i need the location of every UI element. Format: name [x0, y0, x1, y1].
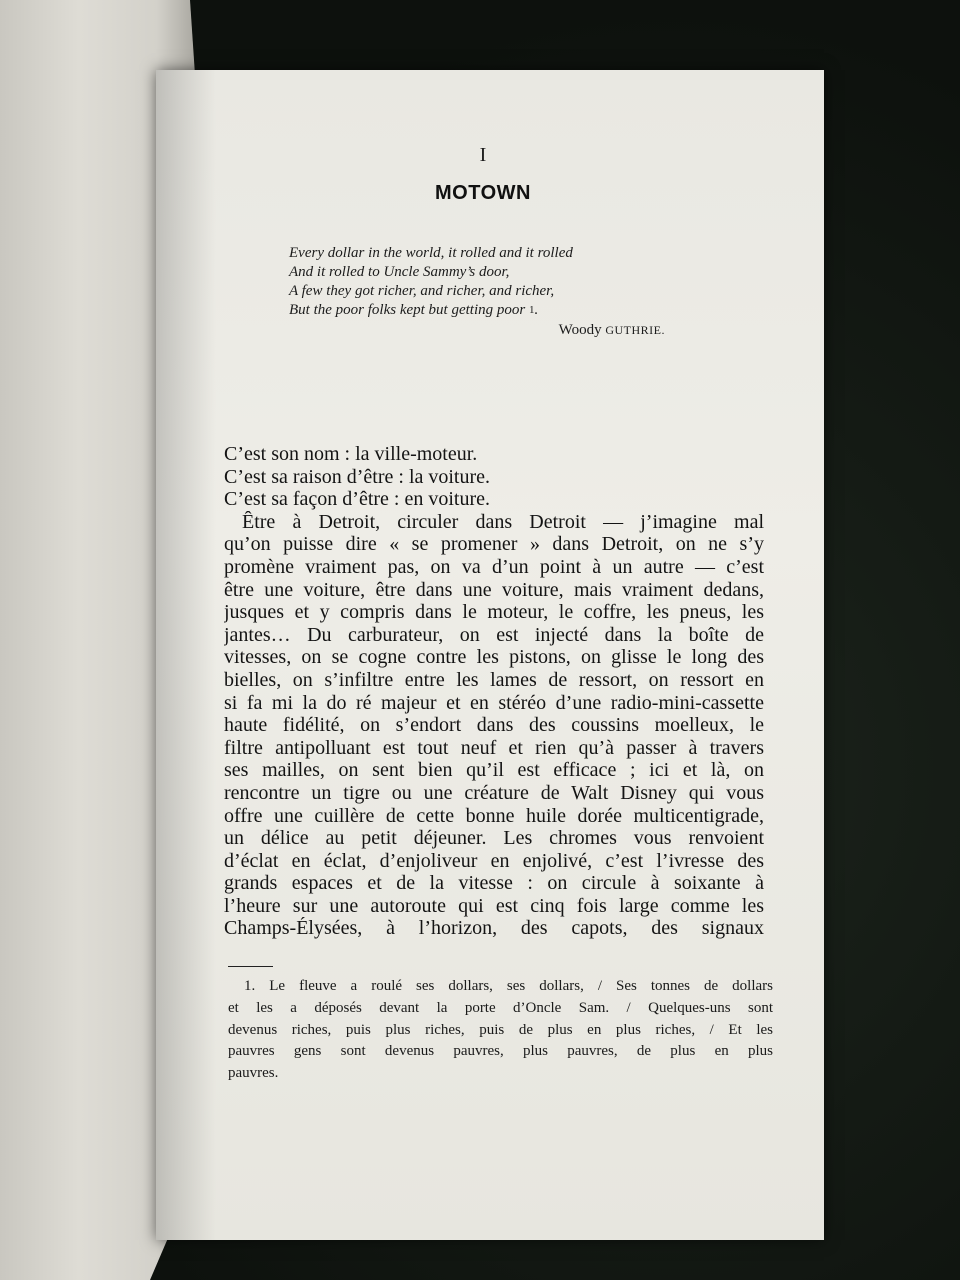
body-line: vitesses, on se cogne contre les pistons, on glisse le long des — [224, 646, 764, 669]
chapter-title: MOTOWN — [435, 182, 531, 204]
epigraph-attribution — [420, 322, 665, 339]
body-line: Être à Detroit, circuler dans Detroit — j’imagine mal — [242, 510, 764, 533]
footnote-line: 1. Le fleuve a roulé ses dollars, ses dollars, / Ses tonnes de dollars — [244, 978, 773, 994]
body-line: un délice au petit déjeuner. Les chromes vous renvoient — [224, 827, 764, 850]
body-line: filtre antipolluant est tout neuf et rien qu’à passer à travers — [224, 736, 764, 759]
body-line: haute fidélité, on s’endort dans des coussins moelleux, le — [224, 714, 764, 737]
show-through-running-header — [390, 104, 670, 119]
body-line: ses mailles, on sent bien qu’il est efficace ; ici et là, on — [224, 759, 764, 782]
footnote-line: pauvres gens sont devenus pauvres, plus pauvres, de plus en plus — [228, 1043, 773, 1060]
body-line: qu’on puisse dire « se promener » dans Detroit, on ne s’y — [224, 533, 764, 556]
footnote-mark: 1 — [528, 304, 535, 316]
epigraph-last-line-text: But the poor folks kept but getting poor — [289, 302, 526, 318]
body-line: l’heure sur une autoroute qui est cinq fois large comme les — [224, 894, 764, 917]
footnote-line: devenus riches, puis plus riches, puis de plus en plus riches, / Et les — [228, 1021, 773, 1038]
epigraph-line: A few they got richer, and richer, and richer, — [289, 283, 555, 299]
epigraph-line: But the poor folks kept but getting poor 1. — [289, 302, 539, 318]
body-line: C’est sa raison d’être : la voiture. — [224, 465, 491, 488]
body-line: offre une cuillère de cette bonne huile dorée multicentigrade, — [224, 804, 764, 827]
body-line: être une voiture, être dans une voiture, mais vraiment dedans, — [224, 578, 764, 601]
body-line: Champs-Élysées, à l’horizon, des capots, des signaux — [224, 917, 764, 940]
epigraph — [289, 244, 709, 320]
footnote-line: pauvres. — [228, 1065, 279, 1082]
body-line: C’est son nom : la ville-moteur. — [224, 443, 478, 465]
body-line: grands espaces et de la vitesse : on circule à soixante à — [224, 872, 764, 895]
attribution-last-name: GUTHRIE. — [605, 323, 665, 337]
footnote — [228, 976, 773, 1085]
footnote-rule — [228, 966, 273, 967]
epigraph-line: And it rolled to Uncle Sammy’s door, — [289, 264, 510, 280]
body-line: promène vraiment pas, on va d’un point à un autre — c’est — [224, 555, 764, 578]
body-line: jusques et y compris dans le moteur, le coffre, les pneus, les — [224, 601, 764, 624]
body-line: rencontre un tigre ou une créature de Walt Disney qui vous — [224, 781, 764, 804]
footnote-line: et les a déposés devant la porte d’Oncle Sam. / Quelques-uns sont — [228, 999, 773, 1016]
body-line: d’éclat en éclat, d’enjoliveur en enjolivé, c’est l’ivresse des — [224, 849, 764, 872]
body-line: C’est sa façon d’être : en voiture. — [224, 488, 491, 511]
epigraph-line: Every dollar in the world, it rolled and it rolled — [289, 245, 573, 261]
body-line: si fa mi la do ré majeur et en stéréo d’une radio-mini-cassette — [224, 691, 764, 714]
body-text — [224, 443, 764, 940]
body-line: jantes… Du carburateur, on est injecté dans la boîte de — [224, 623, 764, 646]
chapter-number: I — [479, 144, 487, 166]
attribution-first-name: Woody — [558, 322, 602, 338]
body-line: bielles, on s’infiltre entre les lames de ressort, on ressort en — [224, 668, 764, 691]
